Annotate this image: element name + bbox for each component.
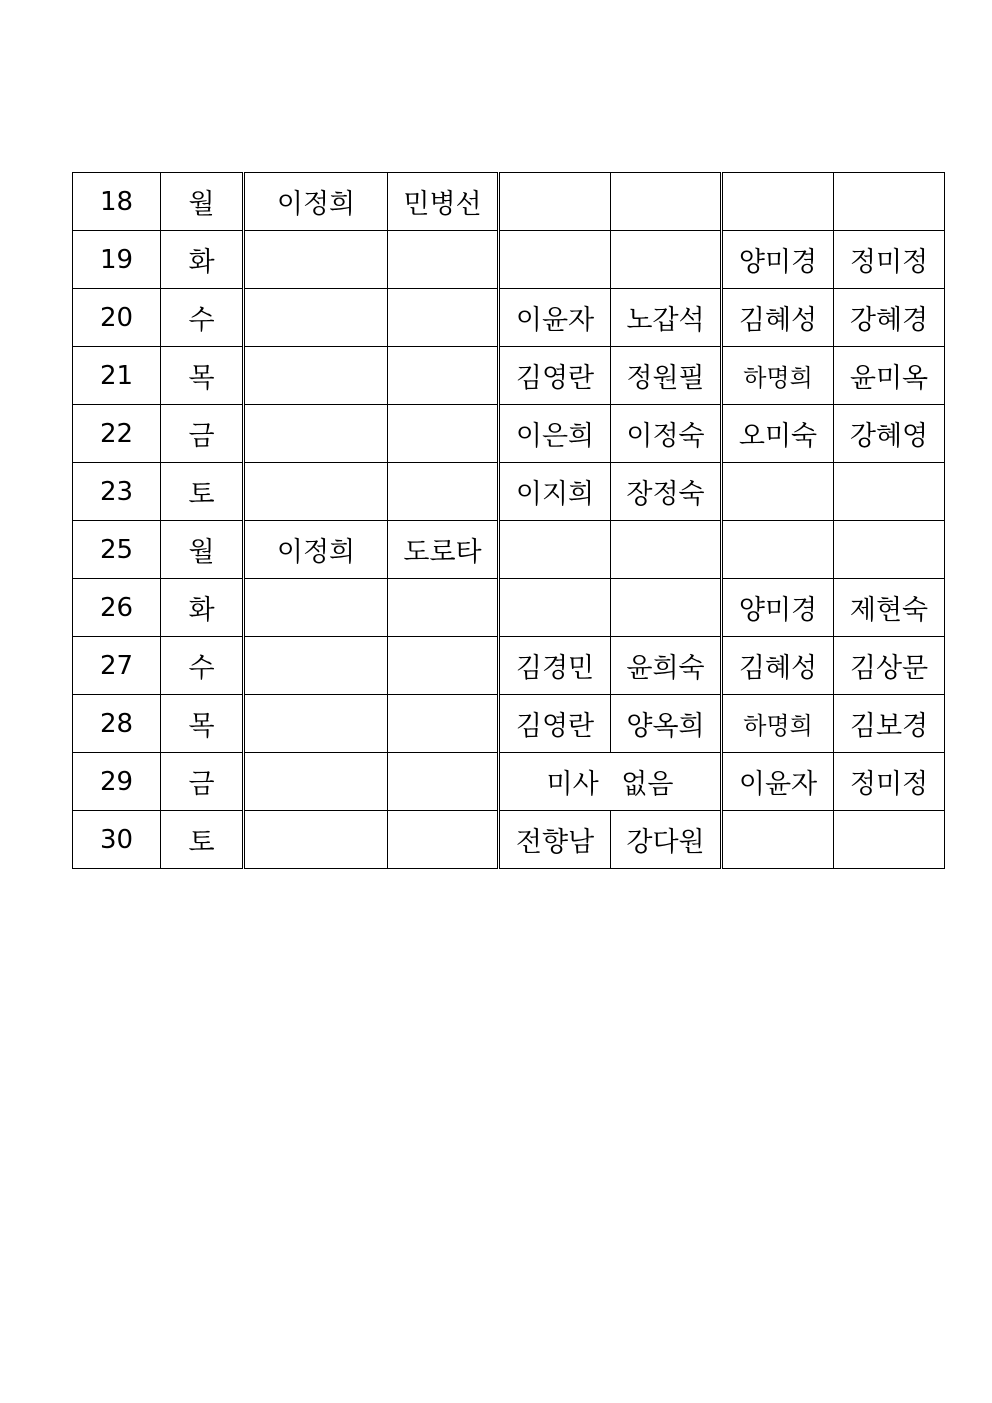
weekday-cell: 토 [161,463,244,521]
weekday-cell: 월 [161,173,244,231]
name-cell: 김영란 [499,695,611,753]
name-cell [388,463,499,521]
name-cell: 윤희숙 [611,637,722,695]
name-cell: 하명희 [722,347,834,405]
name-cell: 오미숙 [722,405,834,463]
name-cell [244,347,388,405]
name-cell: 전향남 [499,811,611,869]
name-cell [244,463,388,521]
weekday-cell: 수 [161,289,244,347]
name-cell [499,231,611,289]
day-number-cell: 19 [73,231,161,289]
schedule-row [73,173,945,231]
schedule-row [73,695,945,753]
name-cell: 하명희 [722,695,834,753]
weekday-cell: 목 [161,347,244,405]
schedule-row [73,289,945,347]
day-number-cell: 20 [73,289,161,347]
day-number-cell: 25 [73,521,161,579]
name-cell: 제현숙 [834,579,945,637]
name-cell [499,521,611,579]
schedule-row [73,811,945,869]
schedule-row [73,579,945,637]
name-cell [388,347,499,405]
name-cell [834,811,945,869]
name-cell [834,173,945,231]
name-cell [244,811,388,869]
name-cell [611,173,722,231]
schedule-row [73,231,945,289]
name-cell: 이윤자 [722,753,834,811]
day-number-cell: 26 [73,579,161,637]
name-cell: 장정숙 [611,463,722,521]
weekday-cell: 목 [161,695,244,753]
day-number-cell: 18 [73,173,161,231]
name-cell [834,463,945,521]
day-number-cell: 29 [73,753,161,811]
day-number-cell: 28 [73,695,161,753]
name-cell: 양옥희 [611,695,722,753]
name-cell [244,289,388,347]
name-cell [611,231,722,289]
name-cell: 이정숙 [611,405,722,463]
name-cell: 이정희 [244,521,388,579]
schedule-row [73,405,945,463]
name-cell [244,695,388,753]
schedule-row [73,637,945,695]
name-cell: 양미경 [722,231,834,289]
name-cell: 노갑석 [611,289,722,347]
weekday-cell: 금 [161,405,244,463]
name-cell [244,231,388,289]
name-cell: 김혜성 [722,637,834,695]
weekday-cell: 수 [161,637,244,695]
name-cell: 정원필 [611,347,722,405]
name-cell: 이윤자 [499,289,611,347]
weekday-cell: 월 [161,521,244,579]
name-cell [722,463,834,521]
name-cell [611,579,722,637]
weekday-cell: 토 [161,811,244,869]
name-cell: 이은희 [499,405,611,463]
name-cell [388,289,499,347]
name-cell: 양미경 [722,579,834,637]
name-cell [499,579,611,637]
schedule-table [72,172,945,869]
day-number-cell: 22 [73,405,161,463]
name-cell [611,521,722,579]
name-cell [244,579,388,637]
name-cell: 윤미옥 [834,347,945,405]
name-cell: 강다원 [611,811,722,869]
name-cell [388,811,499,869]
schedule-row [73,463,945,521]
name-cell: 김경민 [499,637,611,695]
name-cell [388,637,499,695]
name-cell [722,811,834,869]
name-cell [388,695,499,753]
schedule-row [73,753,945,811]
schedule-row [73,347,945,405]
weekday-cell: 금 [161,753,244,811]
name-cell: 강혜영 [834,405,945,463]
name-cell: 강혜경 [834,289,945,347]
name-cell: 김보경 [834,695,945,753]
no-mass-note-cell: 미사 없음 [499,753,722,811]
schedule-row [73,521,945,579]
name-cell: 도로타 [388,521,499,579]
name-cell [722,173,834,231]
name-cell [244,405,388,463]
weekday-cell: 화 [161,579,244,637]
name-cell [388,231,499,289]
name-cell: 김혜성 [722,289,834,347]
name-cell [388,405,499,463]
name-cell [499,173,611,231]
day-number-cell: 23 [73,463,161,521]
name-cell: 김상문 [834,637,945,695]
day-number-cell: 21 [73,347,161,405]
weekday-cell: 화 [161,231,244,289]
name-cell: 이지희 [499,463,611,521]
name-cell: 이정희 [244,173,388,231]
name-cell [722,521,834,579]
name-cell: 정미정 [834,231,945,289]
name-cell [834,521,945,579]
day-number-cell: 27 [73,637,161,695]
name-cell: 정미정 [834,753,945,811]
name-cell [244,637,388,695]
day-number-cell: 30 [73,811,161,869]
name-cell [388,579,499,637]
name-cell [244,753,388,811]
name-cell: 민병선 [388,173,499,231]
name-cell [388,753,499,811]
name-cell: 김영란 [499,347,611,405]
schedule-body [73,173,945,869]
